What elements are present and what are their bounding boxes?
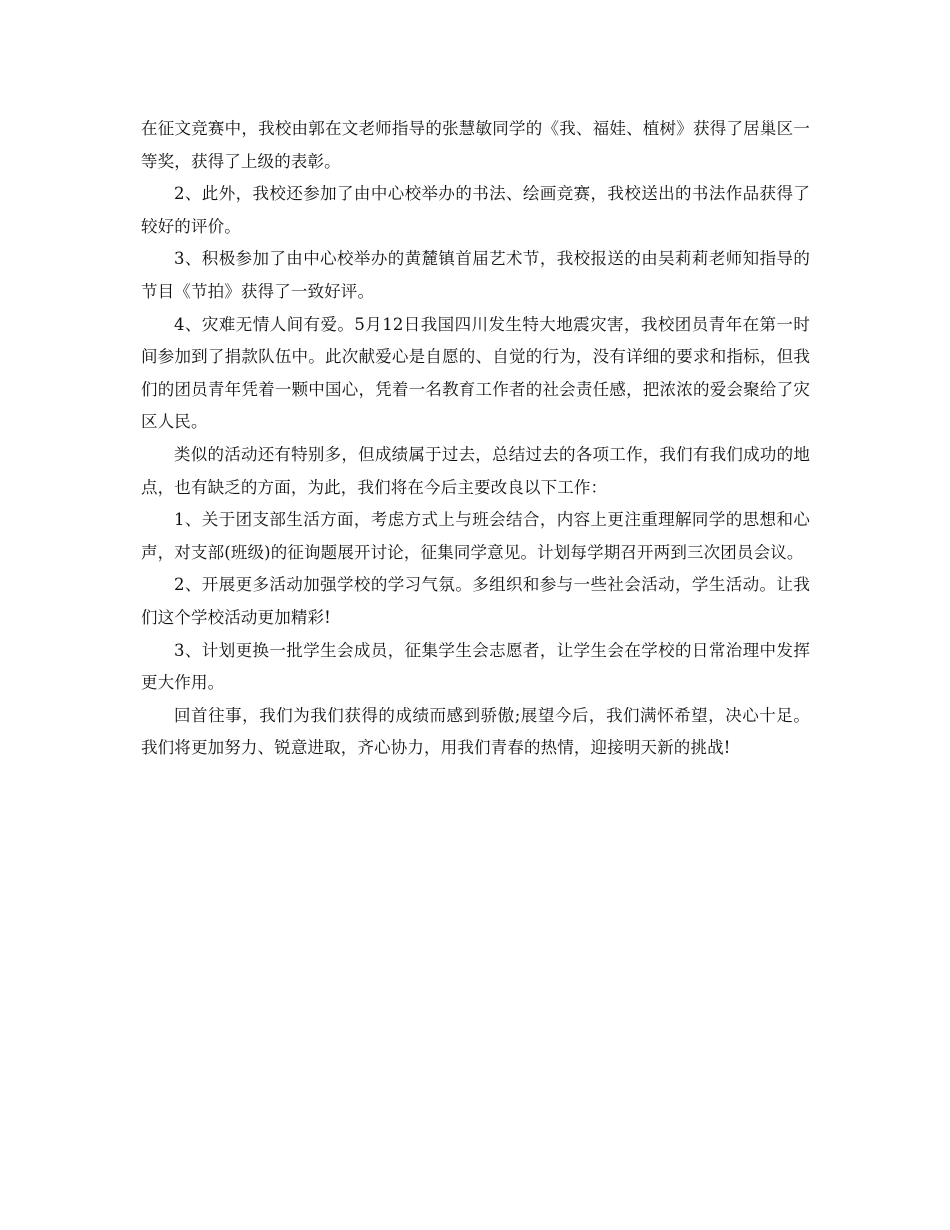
paragraph-art-festival: 3、积极参加了由中心校举办的黄麓镇首届艺术节，我校报送的由吴莉莉老师知指导的节目《节拍》获得了一致好评。 (141, 249, 810, 301)
paragraph-earthquake-donation: 4、灾难无情人间有爱。5月12日我国四川发生特大地震灾害，我校团员青年在第一时间参加到了捐款队伍中。此次献爱心是自愿的、自觉的行为，没有详细的要求和指标，但我们的团员青年凭着一颗中国心，凭着一名教育工作者的社会责任感，把浓浓的爱会聚给了灾区人民。 (141, 314, 810, 432)
document-body (141, 113, 810, 765)
paragraph-summary: 类似的活动还有特别多，但成绩属于过去，总结过去的各项工作，我们有我们成功的地点，也有缺乏的方面，为此，我们将在今后主要改良以下工作： (141, 444, 810, 497)
paragraph-plan-1: 1、关于团支部生活方面，考虑方式上与班会结合，内容上更注重理解同学的思想和心声，对支部(班级)的征询题展开讨论，征集同学意见。计划每学期召开两到三次团员会议。 (141, 510, 810, 562)
paragraph-plan-2: 2、开展更多活动加强学校的学习气氛。多组织和参与一些社会活动，学生活动。让我们这个学校活动更加精彩! (141, 575, 810, 627)
paragraph-conclusion: 回首往事，我们为我们获得的成绩而感到骄傲;展望今后，我们满怀希望，决心十足。我们将更加努力、锐意进取，齐心协力，用我们青春的热情，迎接明天新的挑战! (141, 705, 810, 758)
paragraph-calligraphy-contest: 2、此外，我校还参加了由中心校举办的书法、绘画竞赛，我校送出的书法作品获得了较好的评价。 (141, 184, 810, 236)
paragraph-plan-3: 3、计划更换一批学生会成员，征集学生会志愿者，让学生会在学校的日常治理中发挥更大作用。 (141, 640, 810, 693)
paragraph-essay-contest: 在征文竞赛中，我校由郭在文老师指导的张慧敏同学的《我、福娃、植树》获得了居巢区一等奖，获得了上级的表彰。 (141, 119, 810, 171)
